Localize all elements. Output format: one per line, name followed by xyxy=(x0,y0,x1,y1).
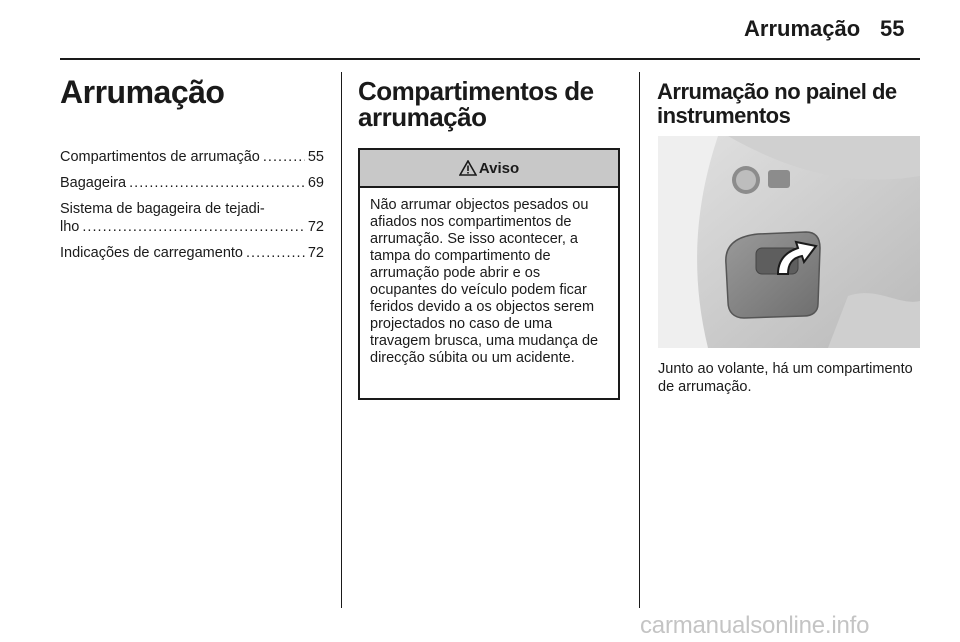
table-of-contents xyxy=(60,148,324,270)
page-number: 55 xyxy=(880,16,905,41)
warning-box xyxy=(358,148,620,400)
dot-leader xyxy=(246,244,305,262)
toc-entry-page: 72 xyxy=(307,245,324,261)
toc-entry-page: 72 xyxy=(307,219,324,235)
chapter-title: Arrumação xyxy=(60,74,225,110)
column-divider xyxy=(341,72,342,608)
section-title: Arrumação no painel de instrumentos xyxy=(657,79,897,128)
toc-entry-label: Bagageira xyxy=(60,175,127,191)
header-rule xyxy=(60,58,920,60)
dot-leader xyxy=(129,174,305,192)
warning-header xyxy=(360,150,618,188)
toc-entry-page: 55 xyxy=(307,149,324,165)
warning-label: Aviso xyxy=(478,159,520,177)
toc-entry[interactable] xyxy=(60,200,324,236)
warning-text: Não arrumar objectos pesados ou afiados nos compartimentos de arrumação. Se isso acontecer, a tampa do compartimento de arrumação pode abrir e os ocupantes do veículo podem ficar feridos devido a os objectos serem projectados no caso de uma travagem brusca, uma mudança de direcção súbita ou um acidente. xyxy=(370,197,599,366)
toc-entry-label: lho xyxy=(60,219,80,235)
watermark: carmanualsonline.info xyxy=(640,612,870,639)
toc-entry-label: Compartimentos de arrumação xyxy=(60,149,260,165)
section-title: Compartimentos de arrumação xyxy=(358,76,594,132)
dashboard-storage-photo xyxy=(658,136,920,348)
toc-entry-label-line1: Sistema de bagageira de tejadi- xyxy=(60,201,265,217)
dot-leader xyxy=(263,148,305,166)
toc-entry[interactable] xyxy=(60,148,324,166)
toc-entry-label: Indicações de carregamento xyxy=(60,245,243,261)
toc-entry-page: 69 xyxy=(307,175,324,191)
photo-caption: Junto ao volante, há um compartimento de arrumação. xyxy=(658,361,913,395)
dot-leader xyxy=(82,218,305,236)
toc-entry[interactable] xyxy=(60,244,324,262)
column-divider xyxy=(639,72,640,608)
header-title: Arrumação xyxy=(744,16,861,41)
toc-entry[interactable] xyxy=(60,174,324,192)
warning-triangle-icon xyxy=(459,160,477,176)
